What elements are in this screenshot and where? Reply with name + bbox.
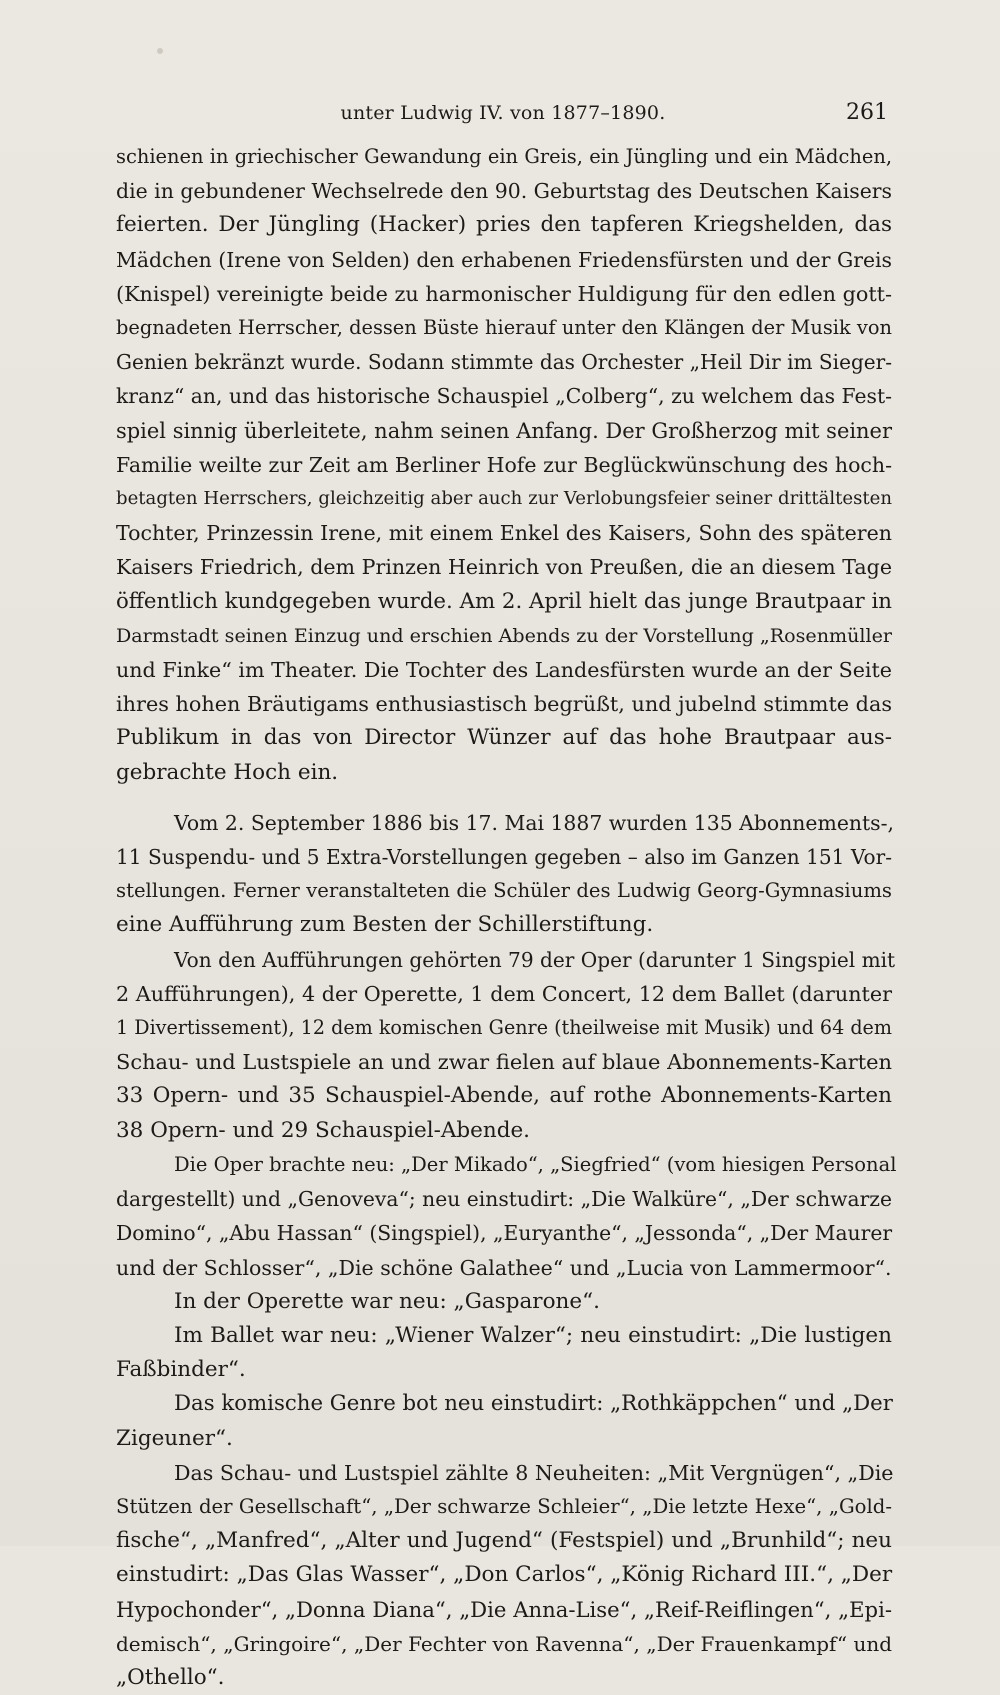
text-line: einstudirt: „Das Glas Wasser“, „Don Carlos“, „König Richard III.“, „Der xyxy=(116,1562,893,1588)
text-line: kranz“ an, und das historische Schauspiel „Colberg“, zu welchem das Fest- xyxy=(116,384,892,409)
text-line: 33 Opern- und 35 Schauspiel-Abende, auf rothe Abonnements-Karten xyxy=(116,1083,892,1109)
text-line: Familie weilte zur Zeit am Berliner Hofe zur Beglückwünschung des hoch- xyxy=(116,452,892,477)
text-line: Hypochonder“, „Donna Diana“, „Die Anna-Lise“, „Reif-Reiflingen“, „Epi- xyxy=(116,1596,892,1622)
text-line: Von den Aufführungen gehörten 79 der Oper (darunter 1 Singspiel mit xyxy=(174,947,896,972)
page-header xyxy=(118,100,888,130)
page-number: 261 xyxy=(846,100,888,125)
text-line: Die Oper brachte neu: „Der Mikado“, „Siegfried“ (vom hiesigen Personal xyxy=(174,1152,897,1176)
text-line: Faßbinder“. xyxy=(116,1357,246,1383)
paragraph-gap xyxy=(116,790,892,806)
text-line: Das komische Genre bot neu einstudirt: „Rothkäppchen“ und „Der xyxy=(174,1391,893,1417)
paragraph xyxy=(116,943,896,1148)
paragraph xyxy=(116,1148,897,1285)
paper-speck xyxy=(157,48,163,54)
text-line: spiel sinnig überleitete, nahm seinen Anfang. Der Großherzog mit seiner xyxy=(116,418,892,443)
text-line: Kaisers Friedrich, dem Prinzen Heinrich von Preußen, die an diesem Tage xyxy=(116,555,892,580)
text-line: öffentlich kundgegeben wurde. Am 2. April hielt das junge Brautpaar in xyxy=(116,588,892,614)
text-line: betagten Herrschers, gleichzeitig aber auch zur Verlobungsfeier seiner drittältesten xyxy=(116,488,892,510)
text-line: begnadeten Herrscher, dessen Büste hierauf unter den Klängen der Musik von xyxy=(116,316,892,340)
paragraph xyxy=(116,1387,892,1455)
paragraph xyxy=(116,1456,892,1695)
paragraph xyxy=(116,140,892,790)
text-line: 1 Divertissement), 12 dem komischen Genre (theilweise mit Musik) und 64 dem xyxy=(116,1016,892,1040)
text-line: 11 Suspendu- und 5 Extra-Vorstellungen gegeben – also im Ganzen 151 Vor- xyxy=(116,845,892,870)
text-line: 2 Aufführungen), 4 der Operette, 1 dem Concert, 12 dem Ballet (darunter xyxy=(116,981,892,1006)
text-line: In der Operette war neu: „Gasparone“. xyxy=(174,1288,600,1314)
text-line: Schau- und Lustspiele an und zwar fielen auf blaue Abonnements-Karten xyxy=(116,1050,892,1075)
text-line: fische“, „Manfred“, „Alter und Jugend“ (Festspiel) und „Brunhild“; neu xyxy=(116,1528,892,1554)
text-line: Vom 2. September 1886 bis 17. Mai 1887 wurden 135 Abonnements-, xyxy=(174,810,894,835)
text-line: Das Schau- und Lustspiel zählte 8 Neuheiten: „Mit Vergnügen“, „Die xyxy=(174,1460,894,1485)
paragraph xyxy=(116,1285,892,1319)
text-line: schienen in griechischer Gewandung ein Greis, ein Jüngling und ein Mädchen, xyxy=(116,145,892,168)
paragraph xyxy=(116,806,892,943)
text-line: dargestellt) und „Genoveva“; neu einstudirt: „Die Walküre“, „Der schwarze xyxy=(116,1187,892,1212)
text-line: und der Schlosser“, „Die schöne Galathee“ und „Lucia von Lammermoor“. xyxy=(116,1255,892,1280)
text-line: ihres hohen Bräutigams enthusiastisch begrüßt, und jubelnd stimmte das xyxy=(116,692,893,717)
text-line: 38 Opern- und 29 Schauspiel-Abende. xyxy=(116,1117,531,1143)
text-line: Zigeuner“. xyxy=(116,1425,233,1451)
text-line: die in gebundener Wechselrede den 90. Geburtstag des Deutschen Kaisers xyxy=(116,179,892,204)
text-line: Genien bekränzt wurde. Sodann stimmte das Orchester „Heil Dir im Sieger- xyxy=(116,350,892,375)
text-line: (Knispel) vereinigte beide zu harmonischer Huldigung für den edlen gott- xyxy=(116,281,892,306)
text-line: Im Ballet war neu: „Wiener Walzer“; neu einstudirt: „Die lustigen xyxy=(174,1322,892,1348)
text-line: eine Aufführung zum Besten der Schillerstiftung. xyxy=(116,912,654,938)
text-line: Tochter, Prinzessin Irene, mit einem Enkel des Kaisers, Sohn des späteren xyxy=(116,521,892,546)
text-line: Darmstadt seinen Einzug und erschien Abends zu der Vorstellung „Rosenmüller xyxy=(116,624,892,647)
text-line: und Finke“ im Theater. Die Tochter des Landesfürsten wurde an der Seite xyxy=(116,658,892,683)
text-line: Domino“, „Abu Hassan“ (Singspiel), „Euryanthe“, „Jessonda“, „Der Maurer xyxy=(116,1221,893,1246)
paragraph xyxy=(116,1319,892,1387)
text-line: stellungen. Ferner veranstalteten die Schüler des Ludwig Georg-Gymnasiums xyxy=(116,879,892,903)
body-text xyxy=(116,140,897,1695)
text-line: Publikum in das von Director Wünzer auf das hohe Brautpaar aus- xyxy=(116,725,892,751)
text-line: Mädchen (Irene von Selden) den erhabenen Friedensfürsten und der Greis xyxy=(116,247,892,272)
text-line: „Othello“. xyxy=(116,1664,225,1690)
text-line: demisch“, „Gringoire“, „Der Fechter von Ravenna“, „Der Frauenkampf“ und xyxy=(116,1631,892,1656)
text-line: gebrachte Hoch ein. xyxy=(116,759,339,785)
text-line: feierten. Der Jüngling (Hacker) pries den tapferen Kriegshelden, das xyxy=(116,212,892,238)
running-title: unter Ludwig IV. von 1877–1890. xyxy=(340,102,666,124)
text-line: Stützen der Gesellschaft“, „Der schwarze Schleier“, „Die letzte Hexe“, „Gold- xyxy=(116,1494,892,1518)
